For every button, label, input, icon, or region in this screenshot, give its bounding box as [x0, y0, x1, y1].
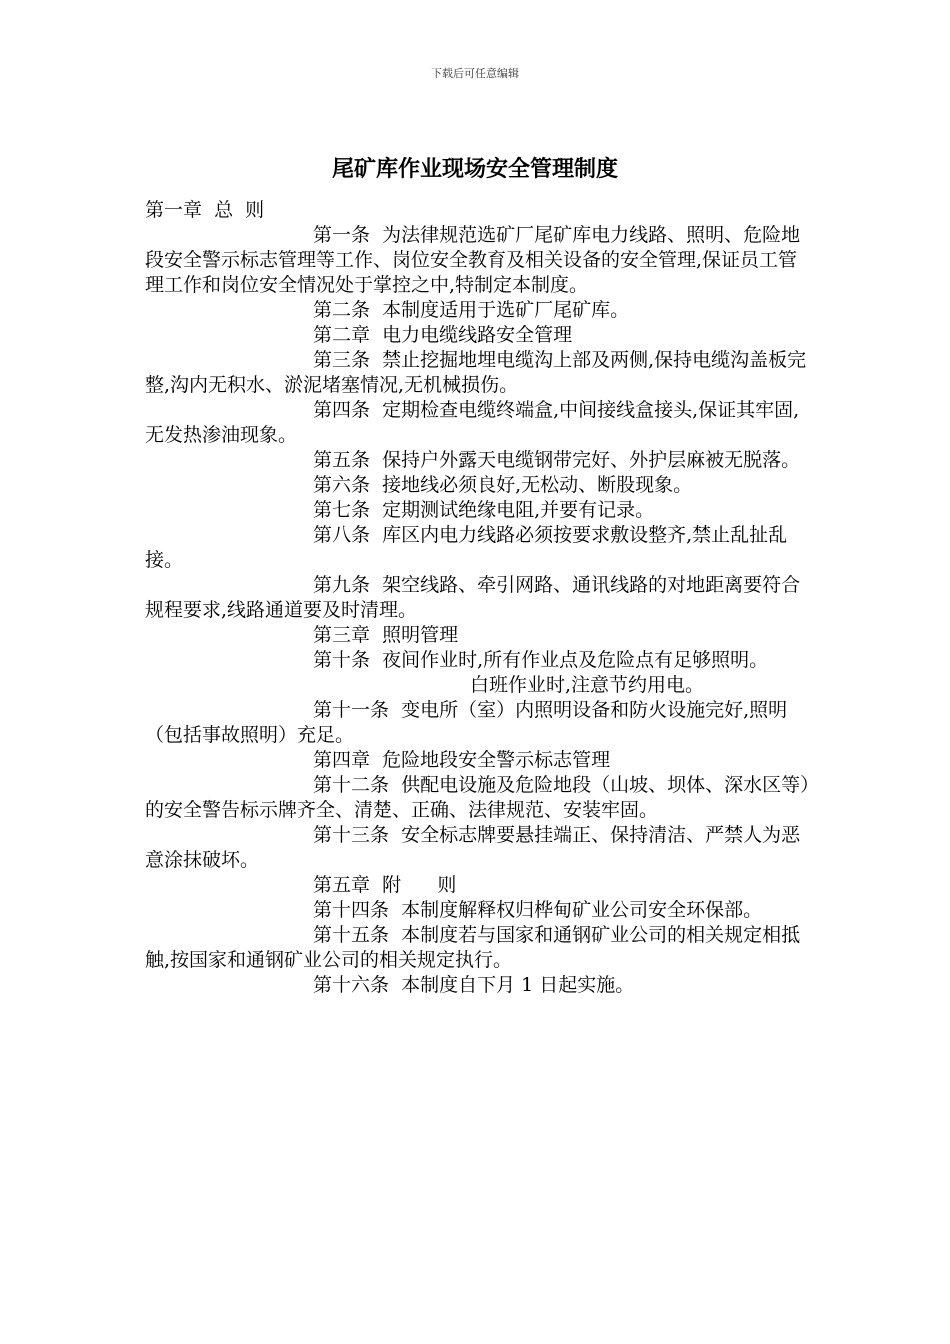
paragraph: 第十六条 本制度自下月 1 日起实施。 [313, 974, 635, 996]
paragraph: 第八条 库区内电力线路必须按要求敷设整齐,禁止乱扯乱接。 [145, 524, 788, 571]
paragraph: 第十二条 供配电设施及危险地段（山坡、坝体、深水区等）的安全警告标示牌齐全、清楚、正确、法律规范、安装牢固。 [145, 774, 810, 821]
paragraph: 第二条 本制度适用于选矿厂尾矿库。 [313, 299, 630, 321]
paragraph: 第四条 定期检查电缆终端盒,中间接线盒接头,保证其牢固,无发热渗油现象。 [145, 399, 800, 446]
header-note: 下载后可任意编辑 [431, 67, 519, 80]
paragraph: 第一章 总 则 [145, 199, 265, 221]
paragraph: 第九条 架空线路、牵引网路、通讯线路的对地距离要符合规程要求,线路通道要及时清理。 [145, 574, 801, 621]
document-body [145, 198, 810, 998]
paragraph: 第四章 危险地段安全警示标志管理 [313, 749, 611, 771]
paragraph: 第十条 夜间作业时,所有作业点及危险点有足够照明。 [313, 649, 769, 671]
paragraph: 第五条 保持户外露天电缆钢带完好、外护层麻被无脱落。 [313, 449, 801, 471]
paragraph: 第十一条 变电所（室）内照明设备和防火设施完好,照明（包括事故照明）充足。 [145, 699, 788, 746]
paragraph: 第十四条 本制度解释权归桦甸矿业公司安全环保部。 [313, 899, 763, 921]
document-title: 尾矿库作业现场安全管理制度 [331, 156, 618, 182]
paragraph: 第三章 照明管理 [313, 624, 459, 646]
paragraph: 第二章 电力电缆线路安全管理 [313, 324, 573, 346]
paragraph: 第五章 附 则 [313, 874, 457, 896]
paragraph: 第三条 禁止挖掘地埋电缆沟上部及两侧,保持电缆沟盖板完整,沟内无积水、淤泥堵塞情况,无机械损伤。 [145, 349, 807, 396]
paragraph: 第一条 为法律规范选矿厂尾矿库电力线路、照明、危险地段安全警示标志管理等工作、岗位安全教育及相关设备的安全管理,保证员工管理工作和岗位安全情况处于掌控之中,特制定本制度。 [145, 224, 801, 296]
paragraph: 白班作业时,注意节约用电。 [470, 674, 705, 696]
paragraph: 第十三条 安全标志牌要悬挂端正、保持清洁、严禁人为恶意涂抹破坏。 [145, 824, 801, 871]
paragraph: 第六条 接地线必须良好,无松动、断股现象。 [313, 474, 693, 496]
paragraph: 第七条 定期测试绝缘电阻,并要有记录。 [313, 499, 655, 521]
paragraph: 第十五条 本制度若与国家和通钢矿业公司的相关规定相抵触,按国家和通钢矿业公司的相关规定执行。 [145, 924, 801, 971]
